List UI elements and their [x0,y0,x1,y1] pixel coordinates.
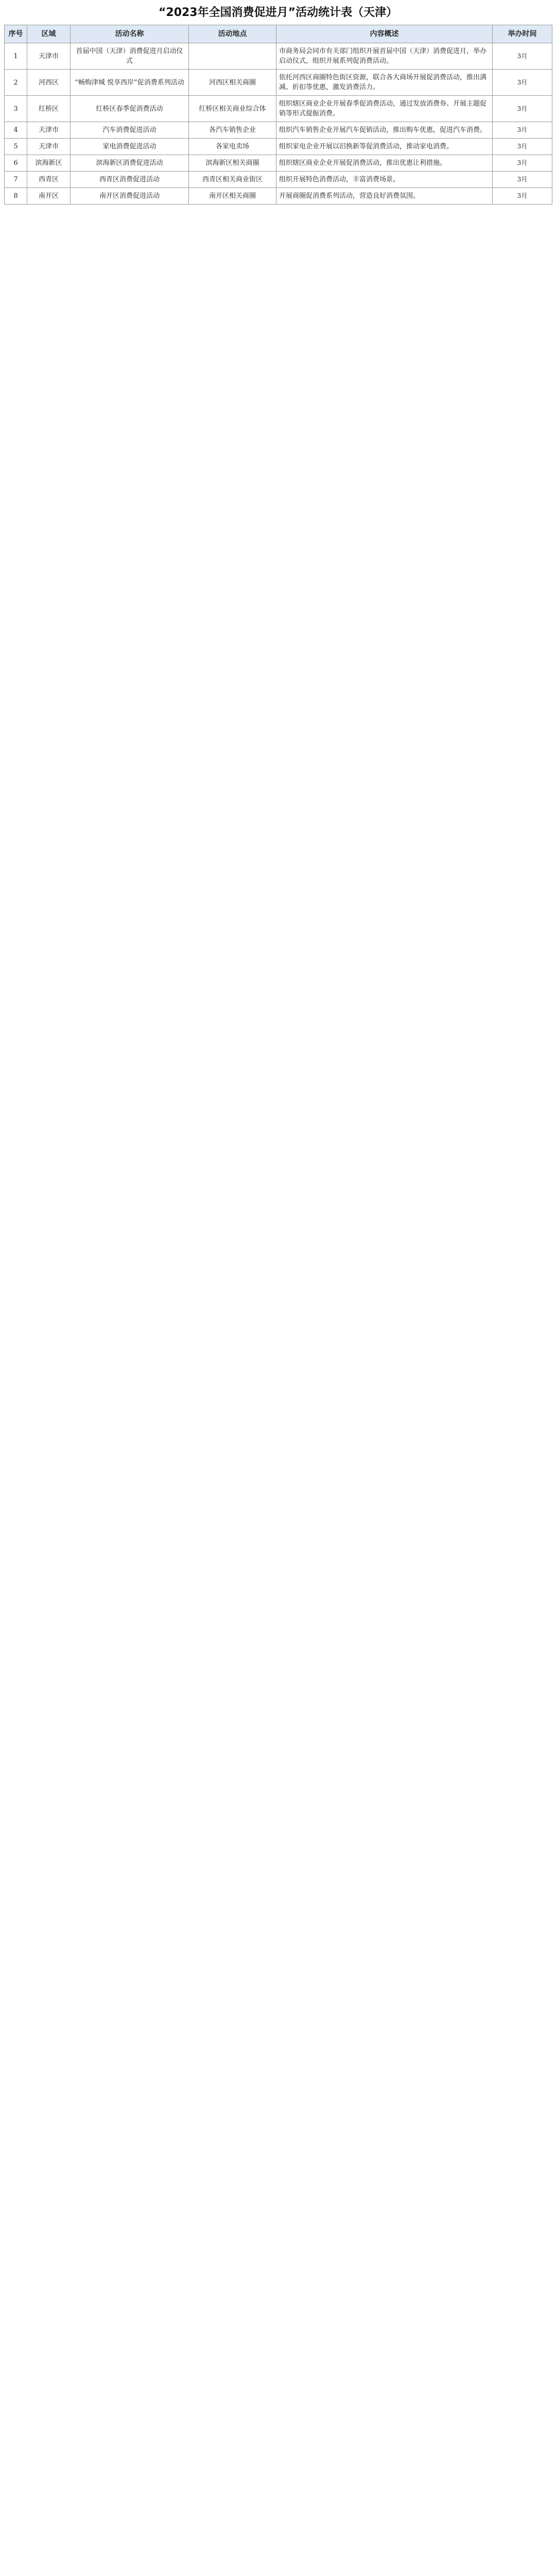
cell-time: 3月 [493,188,552,205]
table-row [5,188,552,205]
table-row [5,155,552,172]
header-name: 活动名称 [71,25,189,43]
cell-district: 天津市 [27,139,71,155]
cell-num: 2 [5,70,27,96]
cell-desc: 组织辖区商业企业开展春季促消费活动，通过发放消费券、开展主题促销等形式提振消费。 [276,96,493,122]
cell-district: 红桥区 [27,96,71,122]
table-header-row [5,25,552,43]
cell-desc: 依托河西区商圈特色街区资源，联合各大商场开展促消费活动，推出满减、折扣等优惠，激发消费活力。 [276,70,493,96]
cell-desc: 组织开展特色消费活动，丰富消费场景。 [276,172,493,188]
cell-district: 西青区 [27,172,71,188]
cell-num: 3 [5,96,27,122]
cell-desc: 开展商圈促消费系列活动，营造良好消费氛围。 [276,188,493,205]
cell-time: 3月 [493,122,552,139]
table-row [5,139,552,155]
cell-desc: 市商务局会同市有关部门组织开展首届中国（天津）消费促进月，举办启动仪式，组织开展系列促消费活动。 [276,43,493,70]
cell-place: 滨海新区相关商圈 [189,155,276,172]
cell-place: 各家电卖场 [189,139,276,155]
cell-district: 河西区 [27,70,71,96]
table-body [5,43,552,205]
table-row [5,96,552,122]
cell-place: 各汽车销售企业 [189,122,276,139]
page-title: “2023年全国消费促进月”活动统计表（天津） [158,6,398,19]
table-row [5,122,552,139]
cell-num: 8 [5,188,27,205]
cell-num: 6 [5,155,27,172]
cell-name: 汽车消费促进活动 [71,122,189,139]
header-district: 区域 [27,25,71,43]
cell-desc: 组织辖区商业企业开展促消费活动，推出优惠让利措施。 [276,155,493,172]
table-row [5,70,552,96]
cell-num: 7 [5,172,27,188]
cell-time: 3月 [493,155,552,172]
cell-time: 3月 [493,139,552,155]
header-num: 序号 [5,25,27,43]
cell-time: 3月 [493,70,552,96]
cell-place: 红桥区相关商业综合体 [189,96,276,122]
cell-name: “畅购津城 悦享西岸”促消费系列活动 [71,70,189,96]
cell-place: 河西区相关商圈 [189,70,276,96]
header-place: 活动地点 [189,25,276,43]
header-time: 举办时间 [493,25,552,43]
cell-time: 3月 [493,96,552,122]
cell-name: 家电消费促进活动 [71,139,189,155]
cell-district: 滨海新区 [27,155,71,172]
cell-num: 1 [5,43,27,70]
cell-district: 南开区 [27,188,71,205]
cell-num: 4 [5,122,27,139]
cell-name: 红桥区春季促消费活动 [71,96,189,122]
cell-place: 西青区相关商业街区 [189,172,276,188]
cell-place [189,43,276,70]
cell-time: 3月 [493,43,552,70]
cell-district: 天津市 [27,43,71,70]
cell-district: 天津市 [27,122,71,139]
table-row [5,172,552,188]
cell-name: 西青区消费促进活动 [71,172,189,188]
cell-name: 首届中国（天津）消费促进月启动仪式 [71,43,189,70]
cell-time: 3月 [493,172,552,188]
cell-place: 南开区相关商圈 [189,188,276,205]
cell-num: 5 [5,139,27,155]
cell-desc: 组织家电企业开展以旧换新等促消费活动，推动家电消费。 [276,139,493,155]
cell-name: 南开区消费促进活动 [71,188,189,205]
cell-desc: 组织汽车销售企业开展汽车促销活动，推出购车优惠，促进汽车消费。 [276,122,493,139]
table-row [5,43,552,70]
activity-table [4,25,552,205]
cell-name: 滨海新区消费促进活动 [71,155,189,172]
header-desc: 内容概述 [276,25,493,43]
